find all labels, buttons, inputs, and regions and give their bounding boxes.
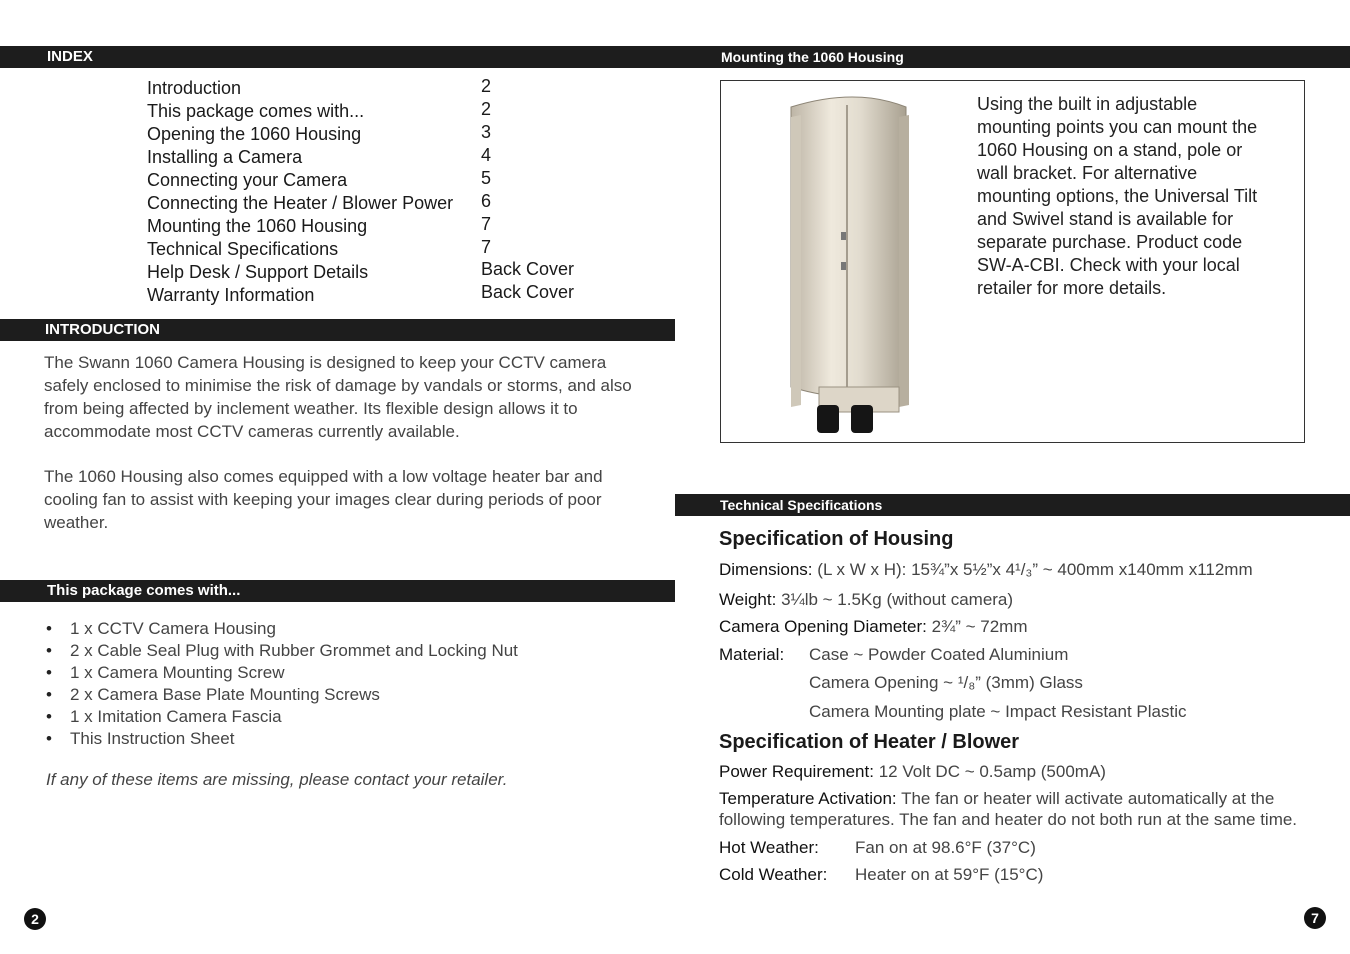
opening-diameter-row: Camera Opening Diameter: 2¾” ~ 72mm — [719, 617, 1028, 636]
index-page: 6 — [481, 191, 492, 211]
housing-spec-heading: Specification of Housing — [719, 528, 954, 550]
list-item: • 1 x CCTV Camera Housing — [46, 619, 276, 638]
temperature-row: Temperature Activation: The fan or heater will activate automatically at the — [719, 789, 1275, 808]
index-item: Connecting your Camera — [147, 170, 348, 190]
index-item: Connecting the Heater / Blower Power — [147, 193, 454, 213]
index-item: Technical Specifications — [147, 239, 339, 259]
weight-row: Weight: 3¼lb ~ 1.5Kg (without camera) — [719, 590, 1014, 609]
index-item: Mounting the 1060 Housing — [147, 216, 368, 236]
mounting-description: Using the built in adjustable mounting points you can mount the 1060 Housing on a stand, pole or wall bracket. For alternative mounting options, the Universal Tilt and Swivel stand is available for separate purchase. Product code SW-A-CBI. Check with your local retailer for more details. — [977, 94, 1258, 298]
dimensions-row: Dimensions: (L x W x H): 15¾”x 5½”x 4¹/₃” ~ 400mm x140mm x112mm — [719, 560, 1253, 579]
introduction-title: INTRODUCTION — [45, 321, 160, 338]
index-page: 3 — [481, 122, 492, 142]
package-header — [0, 580, 675, 602]
page-number-left: 2 — [24, 908, 46, 930]
cold-weather-row: Cold Weather: — [719, 865, 828, 884]
package-list — [46, 618, 518, 750]
introduction-paragraph-1: The Swann 1060 Camera Housing is designed to keep your CCTV camera safely enclosed to minimise the risk of damage by vandals or storms, and also from being affected by inclement weather. Its flexible design allows it to accommodate most CCTV cameras currently available. — [44, 353, 632, 441]
index-title: INDEX — [47, 48, 93, 65]
mounting-box — [720, 80, 1305, 443]
hot-weather-row: Hot Weather: — [719, 838, 819, 857]
introduction-paragraph-2: The 1060 Housing also comes equipped with a low voltage heater bar and cooling fan to assist with keeping your images clear during periods of poor weather. — [44, 467, 603, 532]
index-item: Installing a Camera — [147, 147, 303, 167]
list-item: • This Instruction Sheet — [46, 729, 235, 748]
missing-items-note: If any of these items are missing, please contact your retailer. — [46, 770, 508, 789]
list-item: • 2 x Camera Base Plate Mounting Screws — [46, 685, 380, 704]
temperature-row-cont: following temperatures. The fan and heater do not both run at the same time. — [719, 810, 1298, 829]
index-header — [0, 46, 675, 68]
material-row: Material: — [719, 645, 785, 664]
index-page: 2 — [481, 76, 492, 96]
material-value-plate: Camera Mounting plate ~ Impact Resistant Plastic — [809, 702, 1187, 721]
index-item: Introduction — [147, 78, 242, 98]
heater-spec-heading: Specification of Heater / Blower — [719, 731, 1020, 753]
index-page: 2 — [481, 99, 492, 119]
index-page: 5 — [481, 168, 492, 188]
mounting-title: Mounting the 1060 Housing — [721, 49, 904, 65]
index-page: 4 — [481, 145, 492, 165]
package-title: This package comes with... — [47, 582, 241, 599]
index-page: 7 — [481, 214, 492, 234]
index-item: This package comes with... — [147, 101, 365, 121]
index-item: Warranty Information — [147, 285, 315, 305]
index-item: Help Desk / Support Details — [147, 262, 369, 282]
hot-weather-value: Fan on at 98.6°F (37°C) — [855, 838, 1036, 857]
material-value-opening: Camera Opening ~ ¹/₈” (3mm) Glass — [809, 673, 1083, 692]
mounting-header — [675, 46, 1350, 68]
cold-weather-value: Heater on at 59°F (15°C) — [855, 865, 1044, 884]
introduction-header — [0, 319, 675, 341]
page-number-right: 7 — [1304, 907, 1326, 929]
material-value-case: Case ~ Powder Coated Aluminium — [809, 645, 1069, 664]
index-page: Back Cover — [481, 259, 575, 279]
index-page: 7 — [481, 237, 492, 257]
power-row: Power Requirement: 12 Volt DC ~ 0.5amp (500mA) — [719, 762, 1106, 781]
housing-image — [781, 87, 931, 442]
list-item: • 1 x Camera Mounting Screw — [46, 663, 285, 682]
index-page: Back Cover — [481, 282, 575, 302]
tech-specs-title: Technical Specifications — [720, 497, 883, 513]
list-item: • 1 x Imitation Camera Fascia — [46, 707, 282, 726]
list-item: • 2 x Cable Seal Plug with Rubber Grommet and Locking Nut — [46, 641, 518, 660]
index-item: Opening the 1060 Housing — [147, 124, 362, 144]
tech-specs-header — [675, 494, 1350, 516]
